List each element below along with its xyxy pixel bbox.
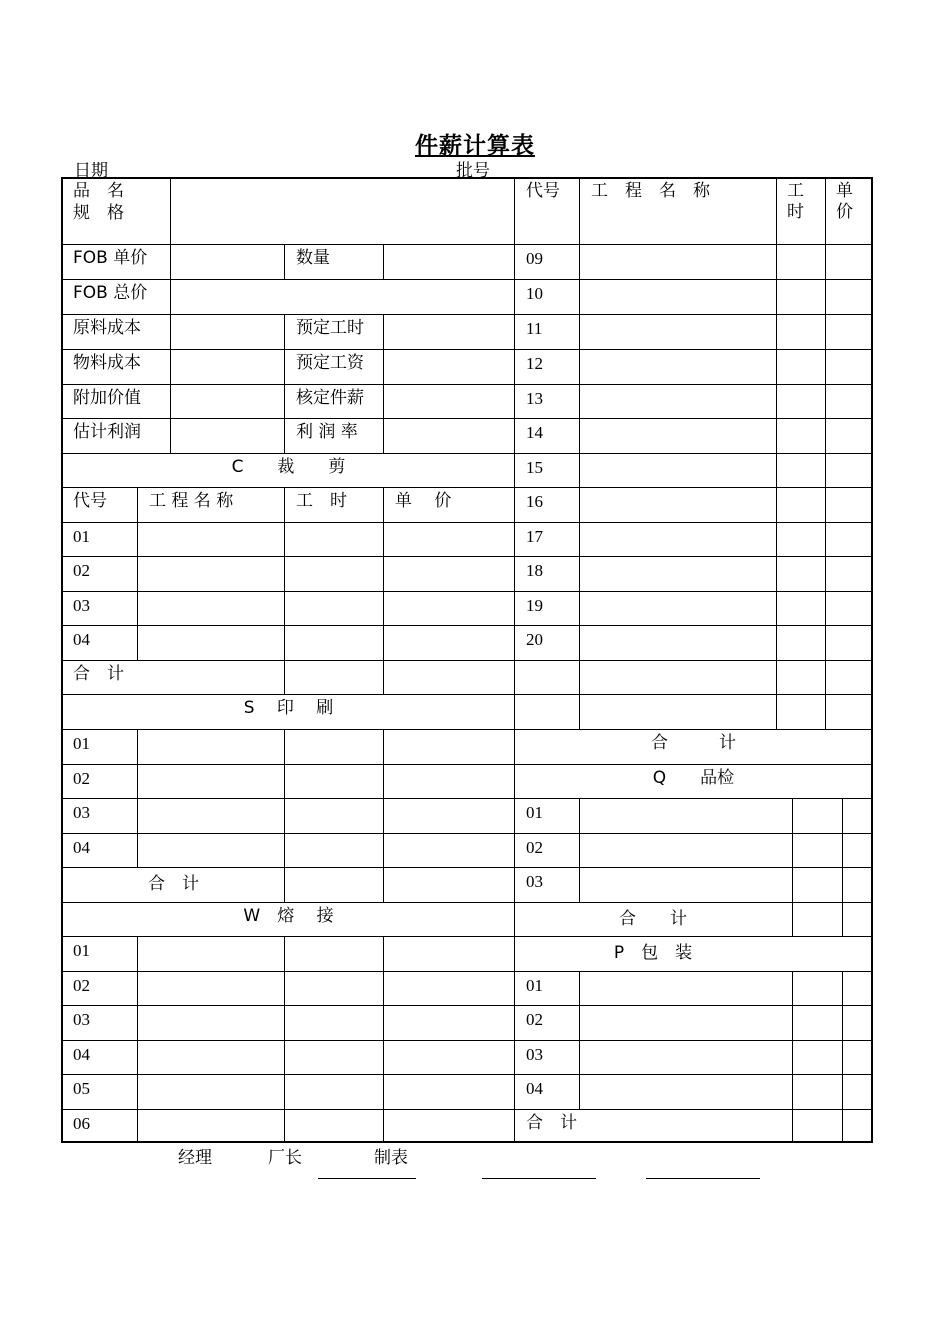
row-line-right: [514, 867, 873, 868]
row-line-right: [514, 244, 873, 245]
row-line-left: [63, 798, 514, 799]
section-title-welding: W 熔 接: [243, 906, 334, 926]
row-code: 18: [526, 561, 543, 580]
row-line-right: [514, 349, 873, 350]
row-code: 17: [526, 527, 543, 546]
row-line-right: [514, 591, 873, 592]
product-name-label: 品 名: [73, 181, 124, 201]
row-code: 16: [526, 492, 543, 511]
field-label-secondary: 数量: [296, 248, 330, 268]
column-header: 工 时: [296, 491, 347, 511]
row-line-right: [514, 833, 873, 834]
row-code: 04: [526, 1079, 543, 1098]
field-label: 估计利润: [73, 422, 141, 442]
field-label-secondary: 核定件薪: [296, 388, 364, 408]
row-code: 01: [73, 527, 90, 546]
signature-line-preparer[interactable]: [646, 1178, 760, 1179]
row-code: 02: [73, 769, 90, 788]
row-line-left: [63, 867, 514, 868]
field-label-secondary: 预定工时: [296, 318, 364, 338]
grid-line: [284, 487, 285, 694]
row-code: 03: [73, 1010, 90, 1029]
field-label: 附加价值: [73, 388, 141, 408]
row-line-left: [63, 244, 514, 245]
row-line-right: [514, 1005, 873, 1006]
row-line-right: [514, 971, 873, 972]
row-line-right: [514, 798, 873, 799]
grid-line: [842, 798, 843, 936]
grid-line: [579, 971, 580, 1109]
row-code: 01: [526, 976, 543, 995]
center-divider: [514, 177, 515, 1143]
field-label-secondary: 利 润 率: [296, 422, 358, 442]
row-code: 10: [526, 284, 543, 303]
row-line-left: [63, 453, 514, 454]
batch-label: 批号: [456, 161, 490, 181]
row-code: 04: [73, 838, 90, 857]
grid-line: [137, 487, 138, 660]
row-line-left: [63, 625, 514, 626]
row-line-left: [63, 556, 514, 557]
field-label: FOB 单价: [73, 248, 148, 268]
row-code: 11: [526, 319, 543, 338]
row-line-right: [514, 660, 873, 661]
row-line-right: [514, 936, 873, 937]
grid-line: [842, 971, 843, 1143]
row-line-right: [514, 556, 873, 557]
row-line-left: [63, 487, 514, 488]
grid-line: [170, 244, 171, 453]
row-code: 12: [526, 354, 543, 373]
row-code: 02: [526, 838, 543, 857]
grid-line: [776, 177, 777, 729]
row-line-left: [63, 1005, 514, 1006]
column-header: 代号: [73, 491, 107, 511]
row-line-right: [514, 729, 873, 730]
row-line-right: [514, 418, 873, 419]
grid-line: [383, 936, 384, 1143]
row-code: 03: [73, 596, 90, 615]
row-line-right: [514, 487, 873, 488]
row-line-left: [63, 660, 514, 661]
row-code: 19: [526, 596, 543, 615]
grid-line: [284, 244, 285, 279]
manager-label: 经理: [178, 1148, 212, 1168]
row-code: 04: [73, 1045, 90, 1064]
row-line-right: [514, 453, 873, 454]
row-line-right: [514, 1109, 873, 1110]
row-code: 03: [526, 1045, 543, 1064]
row-line-right: [514, 1040, 873, 1041]
row-line-left: [63, 384, 514, 385]
grid-line: [284, 729, 285, 902]
row-line-right: [514, 279, 873, 280]
product-spec-label: 规 格: [73, 203, 124, 223]
column-header-code: 代号: [526, 181, 560, 201]
row-line-right: [514, 694, 873, 695]
row-line-left: [63, 418, 514, 419]
column-header-price: 单 价: [836, 181, 853, 222]
row-line-left: [63, 1109, 514, 1110]
field-label: FOB 总价: [73, 283, 148, 303]
date-label: 日期: [74, 161, 108, 181]
grid-line: [383, 487, 384, 694]
row-line-left: [63, 764, 514, 765]
grid-line: [383, 729, 384, 902]
row-code: 03: [526, 872, 543, 891]
row-code: 02: [73, 561, 90, 580]
row-code: 15: [526, 458, 543, 477]
row-code: 14: [526, 423, 543, 442]
row-code: 09: [526, 249, 543, 268]
row-code: 01: [73, 941, 90, 960]
grid-line: [792, 798, 793, 936]
packing-total-label: 合 计: [526, 1113, 577, 1133]
row-line-left: [63, 1040, 514, 1041]
row-code: 20: [526, 630, 543, 649]
row-line-left: [63, 694, 514, 695]
grid-line: [284, 314, 285, 453]
row-line-right: [514, 902, 873, 903]
printing-total-label: 合 计: [148, 874, 199, 894]
row-line-right: [514, 522, 873, 523]
right-total-label: 合 计: [651, 733, 736, 753]
column-header: 工 程 名 称: [149, 491, 234, 511]
row-line-left: [63, 971, 514, 972]
field-label: 原料成本: [73, 318, 141, 338]
section-title-printing: S 印 刷: [243, 698, 334, 718]
row-line-left: [63, 279, 514, 280]
grid-line: [825, 177, 826, 729]
grid-line: [579, 798, 580, 902]
row-line-left: [63, 314, 514, 315]
row-line-right: [514, 314, 873, 315]
signature-line-manager[interactable]: [318, 1178, 416, 1179]
quality-total-label: 合 计: [619, 909, 687, 929]
signature-line-factory-head[interactable]: [482, 1178, 596, 1179]
row-code: 05: [73, 1079, 90, 1098]
row-line-left: [63, 833, 514, 834]
row-code: 13: [526, 389, 543, 408]
grid-line: [137, 729, 138, 867]
row-line-left: [63, 902, 514, 903]
row-code: 03: [73, 803, 90, 822]
grid-line: [792, 971, 793, 1143]
column-header-process: 工 程 名 称: [591, 181, 710, 201]
page-title: 件薪计算表: [415, 133, 535, 159]
row-line-right: [514, 625, 873, 626]
grid-line: [383, 244, 384, 279]
grid-line: [383, 314, 384, 453]
row-code: 02: [526, 1010, 543, 1029]
row-line-left: [63, 522, 514, 523]
row-line-left: [63, 1074, 514, 1075]
row-code: 01: [526, 803, 543, 822]
field-label-secondary: 预定工资: [296, 353, 364, 373]
section-title-quality: Q 品检: [652, 768, 735, 788]
column-header: 单 价: [395, 491, 452, 511]
row-code: 06: [73, 1114, 90, 1133]
row-code: 04: [73, 630, 90, 649]
row-code: 02: [73, 976, 90, 995]
grid-line: [579, 177, 580, 729]
row-line-left: [63, 729, 514, 730]
row-code: 01: [73, 734, 90, 753]
grid-line: [137, 936, 138, 1143]
grid-line: [284, 936, 285, 1143]
row-line-left: [63, 591, 514, 592]
row-line-left: [63, 936, 514, 937]
row-line-right: [514, 764, 873, 765]
section-title-cutting: C 裁 剪: [231, 457, 346, 477]
section-title-packing: P 包 装: [613, 943, 693, 963]
row-line-right: [514, 384, 873, 385]
row-line-left: [63, 349, 514, 350]
preparer-label: 制表: [374, 1148, 408, 1168]
field-label: 物料成本: [73, 353, 141, 373]
column-header-hours: 工 时: [787, 181, 804, 222]
grid-line: [170, 177, 171, 244]
factory-head-label: 厂长: [268, 1148, 302, 1168]
cutting-total-label: 合 计: [73, 664, 124, 684]
row-line-right: [514, 1074, 873, 1075]
